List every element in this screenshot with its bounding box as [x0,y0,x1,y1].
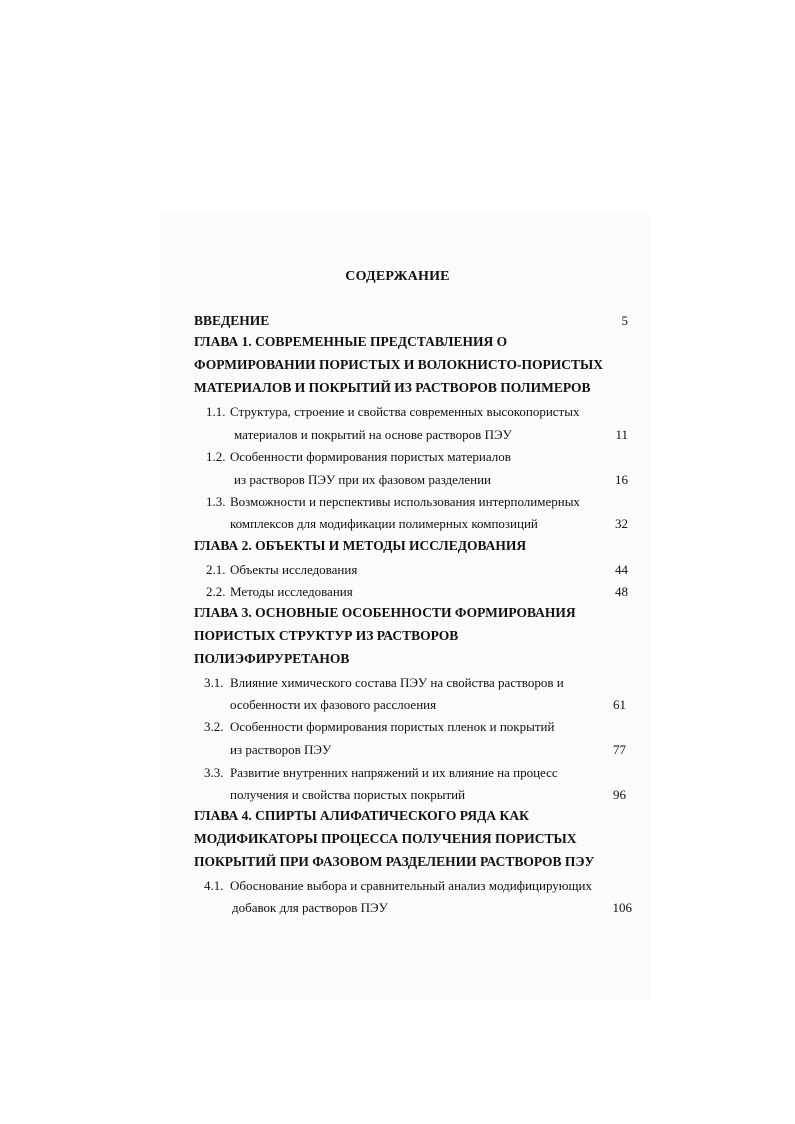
section-page: 61 [613,697,626,712]
section-title-line-1: Развитие внутренних напряжений и их влияние на процесс [230,765,558,780]
chapter-1-title-line-2: ФОРМИРОВАНИИ ПОРИСТЫХ И ВОЛОКНИСТО-ПОРИСТЫХ [194,357,603,372]
section-number: 1.1. [206,404,226,419]
chapter-1-title-line-1: ГЛАВА 1. СОВРЕМЕННЫЕ ПРЕДСТАВЛЕНИЯ О [194,334,508,349]
section-title-line-2: особенности их фазового расслоения [230,697,437,712]
section-page: 48 [615,584,628,599]
section-title-line-1: Влияние химического состава ПЭУ на свойства растворов и [230,675,564,690]
chapter-3-title-line-3: ПОЛИЭФИРУРЕТАНОВ [194,651,350,666]
section-number: 1.3. [206,494,226,509]
chapter-3-title-line-2: ПОРИСТЫХ СТРУКТУР ИЗ РАСТВОРОВ [194,628,459,643]
section-title-line-2: из растворов ПЭУ при их фазовом разделении [234,472,492,487]
section-page: 32 [615,516,628,531]
section-title-line-2: материалов и покрытий на основе растворов ПЭУ [234,427,512,442]
chapter-3-title-line-1: ГЛАВА 3. ОСНОВНЫЕ ОСОБЕННОСТИ ФОРМИРОВАНИЯ [194,605,576,620]
chapter-4-title-line-1: ГЛАВА 4. СПИРТЫ АЛИФАТИЧЕСКОГО РЯДА КАК [194,808,529,823]
section-number: 3.2. [204,719,224,734]
section-number: 4.1. [204,878,224,893]
toc-title: СОДЕРЖАНИЕ [345,269,450,284]
chapter-4-title-line-3: ПОКРЫТИЙ ПРИ ФАЗОВОМ РАЗДЕЛЕНИИ РАСТВОРОВ ПЭУ [194,854,595,869]
section-page: 11 [615,427,628,442]
section-title-line-2: получения и свойства пористых покрытий [230,787,466,802]
section-page: 16 [615,472,628,487]
section-title-line-1: Структура, строение и свойства современных высокопористых [230,404,580,419]
intro-label: ВВЕДЕНИЕ [194,313,270,328]
section-title-line-1: Возможности и перспективы использования интерполимерных [230,494,580,509]
section-title-line-1: Особенности формирования пористых материалов [230,449,511,464]
section-title-line-1: Объекты исследования [230,562,358,577]
section-title-line-2: комплексов для модификации полимерных композиций [230,516,538,531]
section-page: 44 [615,562,628,577]
section-number: 3.3. [204,765,224,780]
section-number: 3.1. [204,675,224,690]
chapter-2-title-line-1: ГЛАВА 2. ОБЪЕКТЫ И МЕТОДЫ ИССЛЕДОВАНИЯ [194,538,527,553]
chapter-1-title-line-3: МАТЕРИАЛОВ И ПОКРЫТИЙ ИЗ РАСТВОРОВ ПОЛИМЕРОВ [194,380,591,395]
chapter-4-title-line-2: МОДИФИКАТОРЫ ПРОЦЕССА ПОЛУЧЕНИЯ ПОРИСТЫХ [194,831,577,846]
section-page: 77 [613,742,626,757]
intro-page: 5 [621,313,628,328]
section-title-line-1: Методы исследования [230,584,353,599]
section-page: 106 [612,900,632,915]
section-number: 1.2. [206,449,226,464]
section-title-line-1: Особенности формирования пористых пленок и покрытий [230,719,555,734]
section-number: 2.2. [206,584,226,599]
section-page: 96 [613,787,626,802]
section-title-line-2: добавок для растворов ПЭУ [232,900,388,915]
section-title-line-1: Обоснование выбора и сравнительный анализ модифицирующих [230,878,592,893]
section-number: 2.1. [206,562,226,577]
section-title-line-2: из растворов ПЭУ [230,742,332,757]
